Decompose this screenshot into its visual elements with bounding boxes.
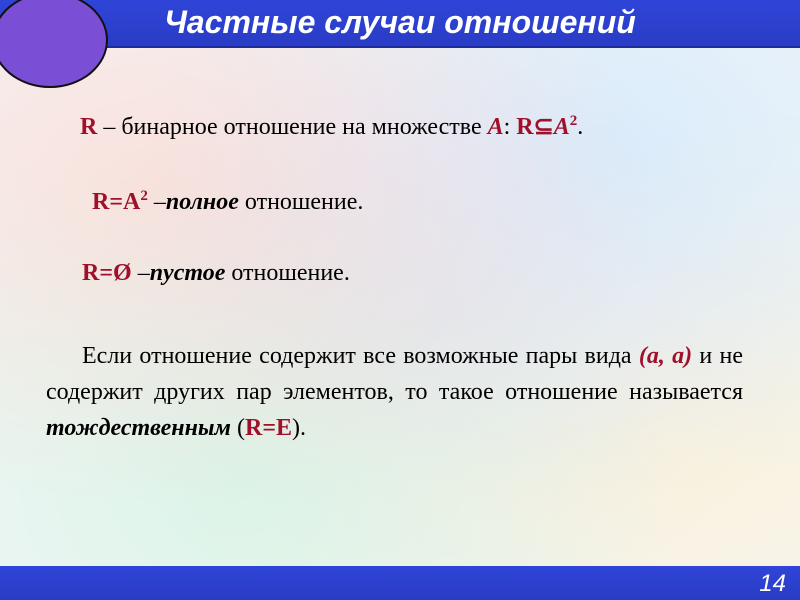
empty-relation-line [82,260,350,287]
paragraph-text-4: ). [292,415,307,441]
page-number: 14 [759,570,786,597]
title-bar [0,0,800,48]
relation-r: R [80,114,98,140]
footer-bar [0,566,800,600]
definition-line [80,112,583,141]
period: . [577,114,584,140]
definition-text: – бинарное отношение на множестве [97,114,488,140]
full-term: полное [165,189,239,215]
slide-title: Частные случаи отношений [164,4,636,40]
empty-rest: отношение. [225,260,350,286]
set-a: A [487,114,504,140]
identity-formula: R=E [245,415,293,441]
paragraph-text-1: Если отношение содержит все возможные пары вида [82,343,639,369]
full-superscript: 2 [140,188,148,204]
relation-r-2: R [516,114,534,140]
full-rest: отношение. [238,189,364,215]
empty-term: пустое [149,260,226,286]
full-dash: – [147,189,166,215]
pair-notation: (a, a) [638,343,693,369]
identity-paragraph [46,338,743,446]
subset-symbol: ⊆ [533,114,554,140]
paragraph-text-3: ( [231,415,245,441]
empty-dash: – [131,260,150,286]
superscript-2: 2 [569,113,578,129]
empty-relation-formula: R=Ø [82,260,132,286]
full-relation-line [92,188,363,216]
set-a-2: A [553,114,570,140]
full-relation-formula: R=A [92,189,141,215]
identity-term: тождественным [46,415,231,441]
colon: : [503,114,517,140]
paragraph-text-2: и не содержит других пар элементов, то такое отношение называется [46,343,743,405]
